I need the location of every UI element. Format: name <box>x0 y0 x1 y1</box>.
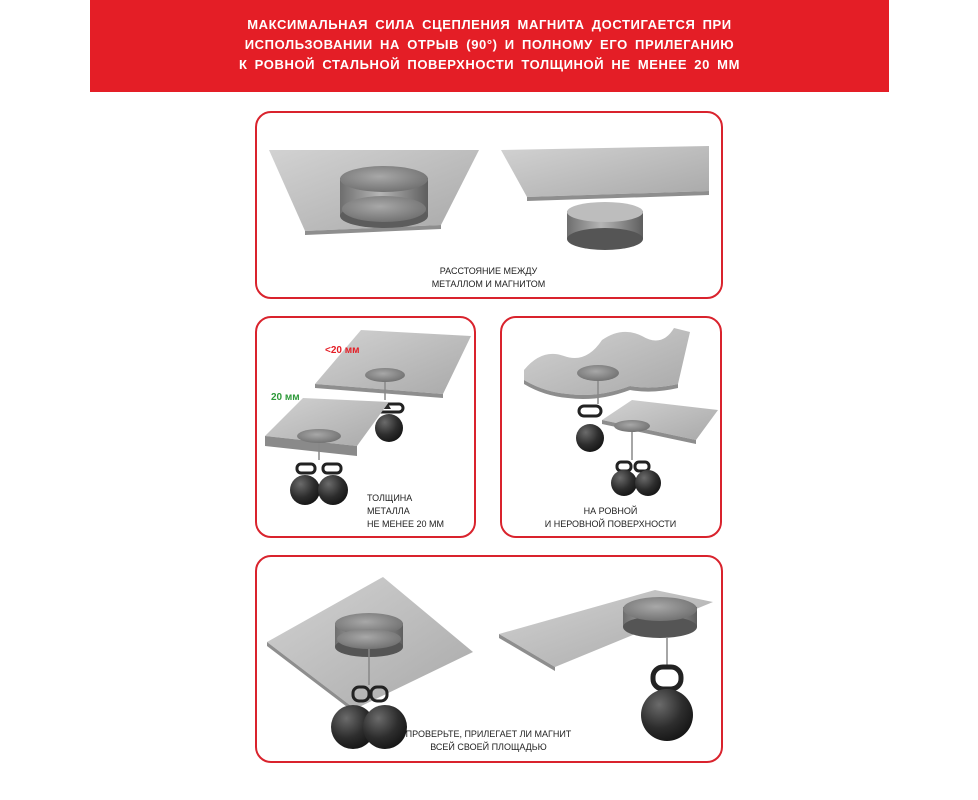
surface-caption-line-1: НА РОВНОЙ <box>583 506 638 516</box>
full-contact-plate <box>267 577 473 749</box>
panel-contact <box>255 555 723 763</box>
contact-caption <box>257 728 720 754</box>
separated-magnet-plate <box>501 146 709 250</box>
thickness-caption-line-2: МЕТАЛЛА <box>367 506 410 516</box>
thickness-caption-line-1: ТОЛЩИНА <box>367 493 413 503</box>
thin-label: <20 мм <box>325 345 360 356</box>
thickness-caption <box>367 492 444 531</box>
panel-surface <box>500 316 722 538</box>
banner-line-3: К РОВНОЙ СТАЛЬНОЙ ПОВЕРХНОСТИ ТОЛЩИНОЙ НЕ МЕНЕЕ 20 ММ <box>238 57 741 72</box>
flat-plate <box>602 400 718 496</box>
thick-label: 20 мм <box>271 392 300 403</box>
contact-caption-line-1: ПРОВЕРЬТЕ, ПРИЛЕГАЕТ ЛИ МАГНИТ <box>405 729 572 739</box>
partial-contact-plate <box>499 590 713 741</box>
gap-caption-line-2: МЕТАЛЛОМ И МАГНИТОМ <box>431 279 546 289</box>
contact-caption-line-2: ВСЕЙ СВОЕЙ ПЛОЩАДЬЮ <box>430 742 547 752</box>
gap-caption <box>257 265 720 291</box>
attached-magnet-plate <box>269 150 479 235</box>
thickness-caption-line-3: НЕ МЕНЕЕ 20 ММ <box>367 519 445 529</box>
thick-plate <box>265 398 389 505</box>
header-banner <box>90 0 889 92</box>
banner-line-2: ИСПОЛЬЗОВАНИИ НА ОТРЫВ (90°) И ПОЛНОМУ ЕГО ПРИЛЕГАНИЮ <box>244 37 735 52</box>
gap-caption-line-1: РАССТОЯНИЕ МЕЖДУ <box>439 266 538 276</box>
panel-gap <box>255 111 723 299</box>
banner-line-1: МАКСИМАЛЬНАЯ СИЛА СЦЕПЛЕНИЯ МАГНИТА ДОСТИГАЕТСЯ ПРИ <box>247 17 732 32</box>
surface-caption <box>502 505 719 531</box>
panel-thickness <box>255 316 476 538</box>
surface-caption-line-2: И НЕРОВНОЙ ПОВЕРХНОСТИ <box>544 519 677 529</box>
